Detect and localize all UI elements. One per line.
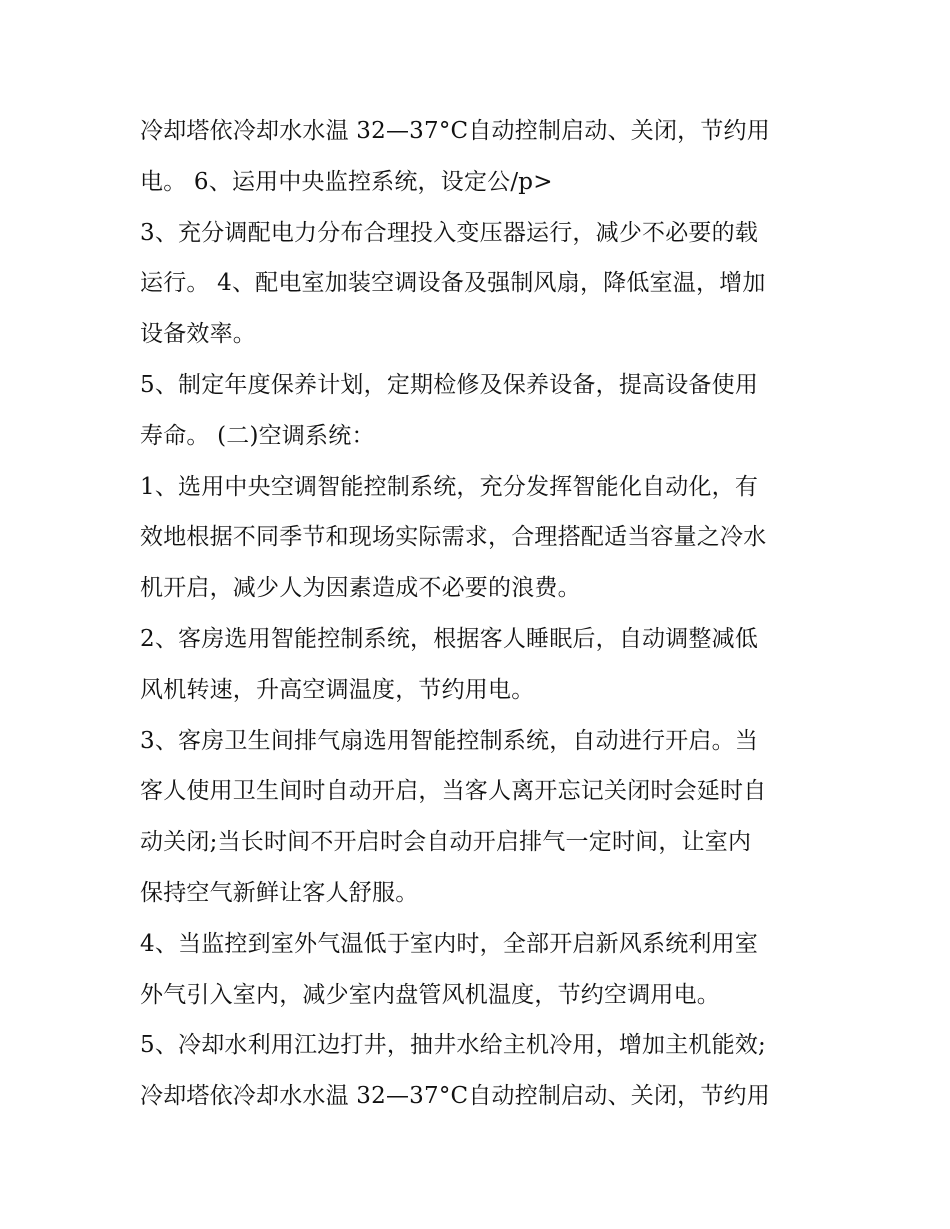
text-line-8: 1、选用中央空调智能控制系统，充分发挥智能化自动化，有 (140, 473, 759, 500)
text-line-13: 3、客房卫生间排气扇选用智能控制系统，自动进行开启。当 (140, 727, 759, 754)
text-line-1: 冷却塔依冷却水水温 32—37°C自动控制启动、关闭，节约用 (140, 118, 770, 144)
text-line-5: 设备效率。 (140, 321, 256, 348)
text-line-12: 风机转速，升高空调温度，节约用电。 (140, 676, 535, 703)
text-line-2: 电。 6、运用中央监控系统，设定公/p> (140, 168, 553, 195)
text-line-16: 保持空气新鲜让客人舒服。 (140, 879, 419, 906)
text-line-14: 客人使用卫生间时自动开启，当客人离开忘记关闭时会延时自 (140, 778, 767, 805)
text-line-20: 冷却塔依冷却水水温 32—37°C自动控制启动、关闭，节约用 (140, 1083, 770, 1110)
document-body (140, 106, 820, 1122)
text-line-9: 效地根据不同季节和现场实际需求，合理搭配适当容量之冷水 (140, 524, 767, 551)
text-line-10: 机开启，减少人为因素造成不必要的浪费。 (140, 575, 581, 602)
text-line-19: 5、冷却水利用江边打井，抽井水给主机冷用，增加主机能效; (140, 1032, 766, 1059)
text-line-17: 4、当监控到室外气温低于室内时，全部开启新风系统利用室 (140, 930, 759, 957)
text-line-15: 动关闭;当长时间不开启时会自动开启排气一定时间，让室内 (140, 829, 752, 856)
text-line-11: 2、客房选用智能控制系统，根据客人睡眠后，自动调整减低 (140, 625, 759, 652)
text-line-6: 5、制定年度保养计划，定期检修及保养设备，提高设备使用 (140, 371, 759, 398)
text-line-3: 3、充分调配电力分布合理投入变压器运行，减少不必要的载 (140, 219, 759, 246)
text-line-4: 运行。 4、配电室加装空调设备及强制风扇，降低室温，增加 (140, 270, 766, 297)
text-line-18: 外气引入室内，减少室内盘管风机温度，节约空调用电。 (140, 981, 720, 1008)
text-line-7: 寿命。 (二)空调系统： (140, 422, 375, 449)
